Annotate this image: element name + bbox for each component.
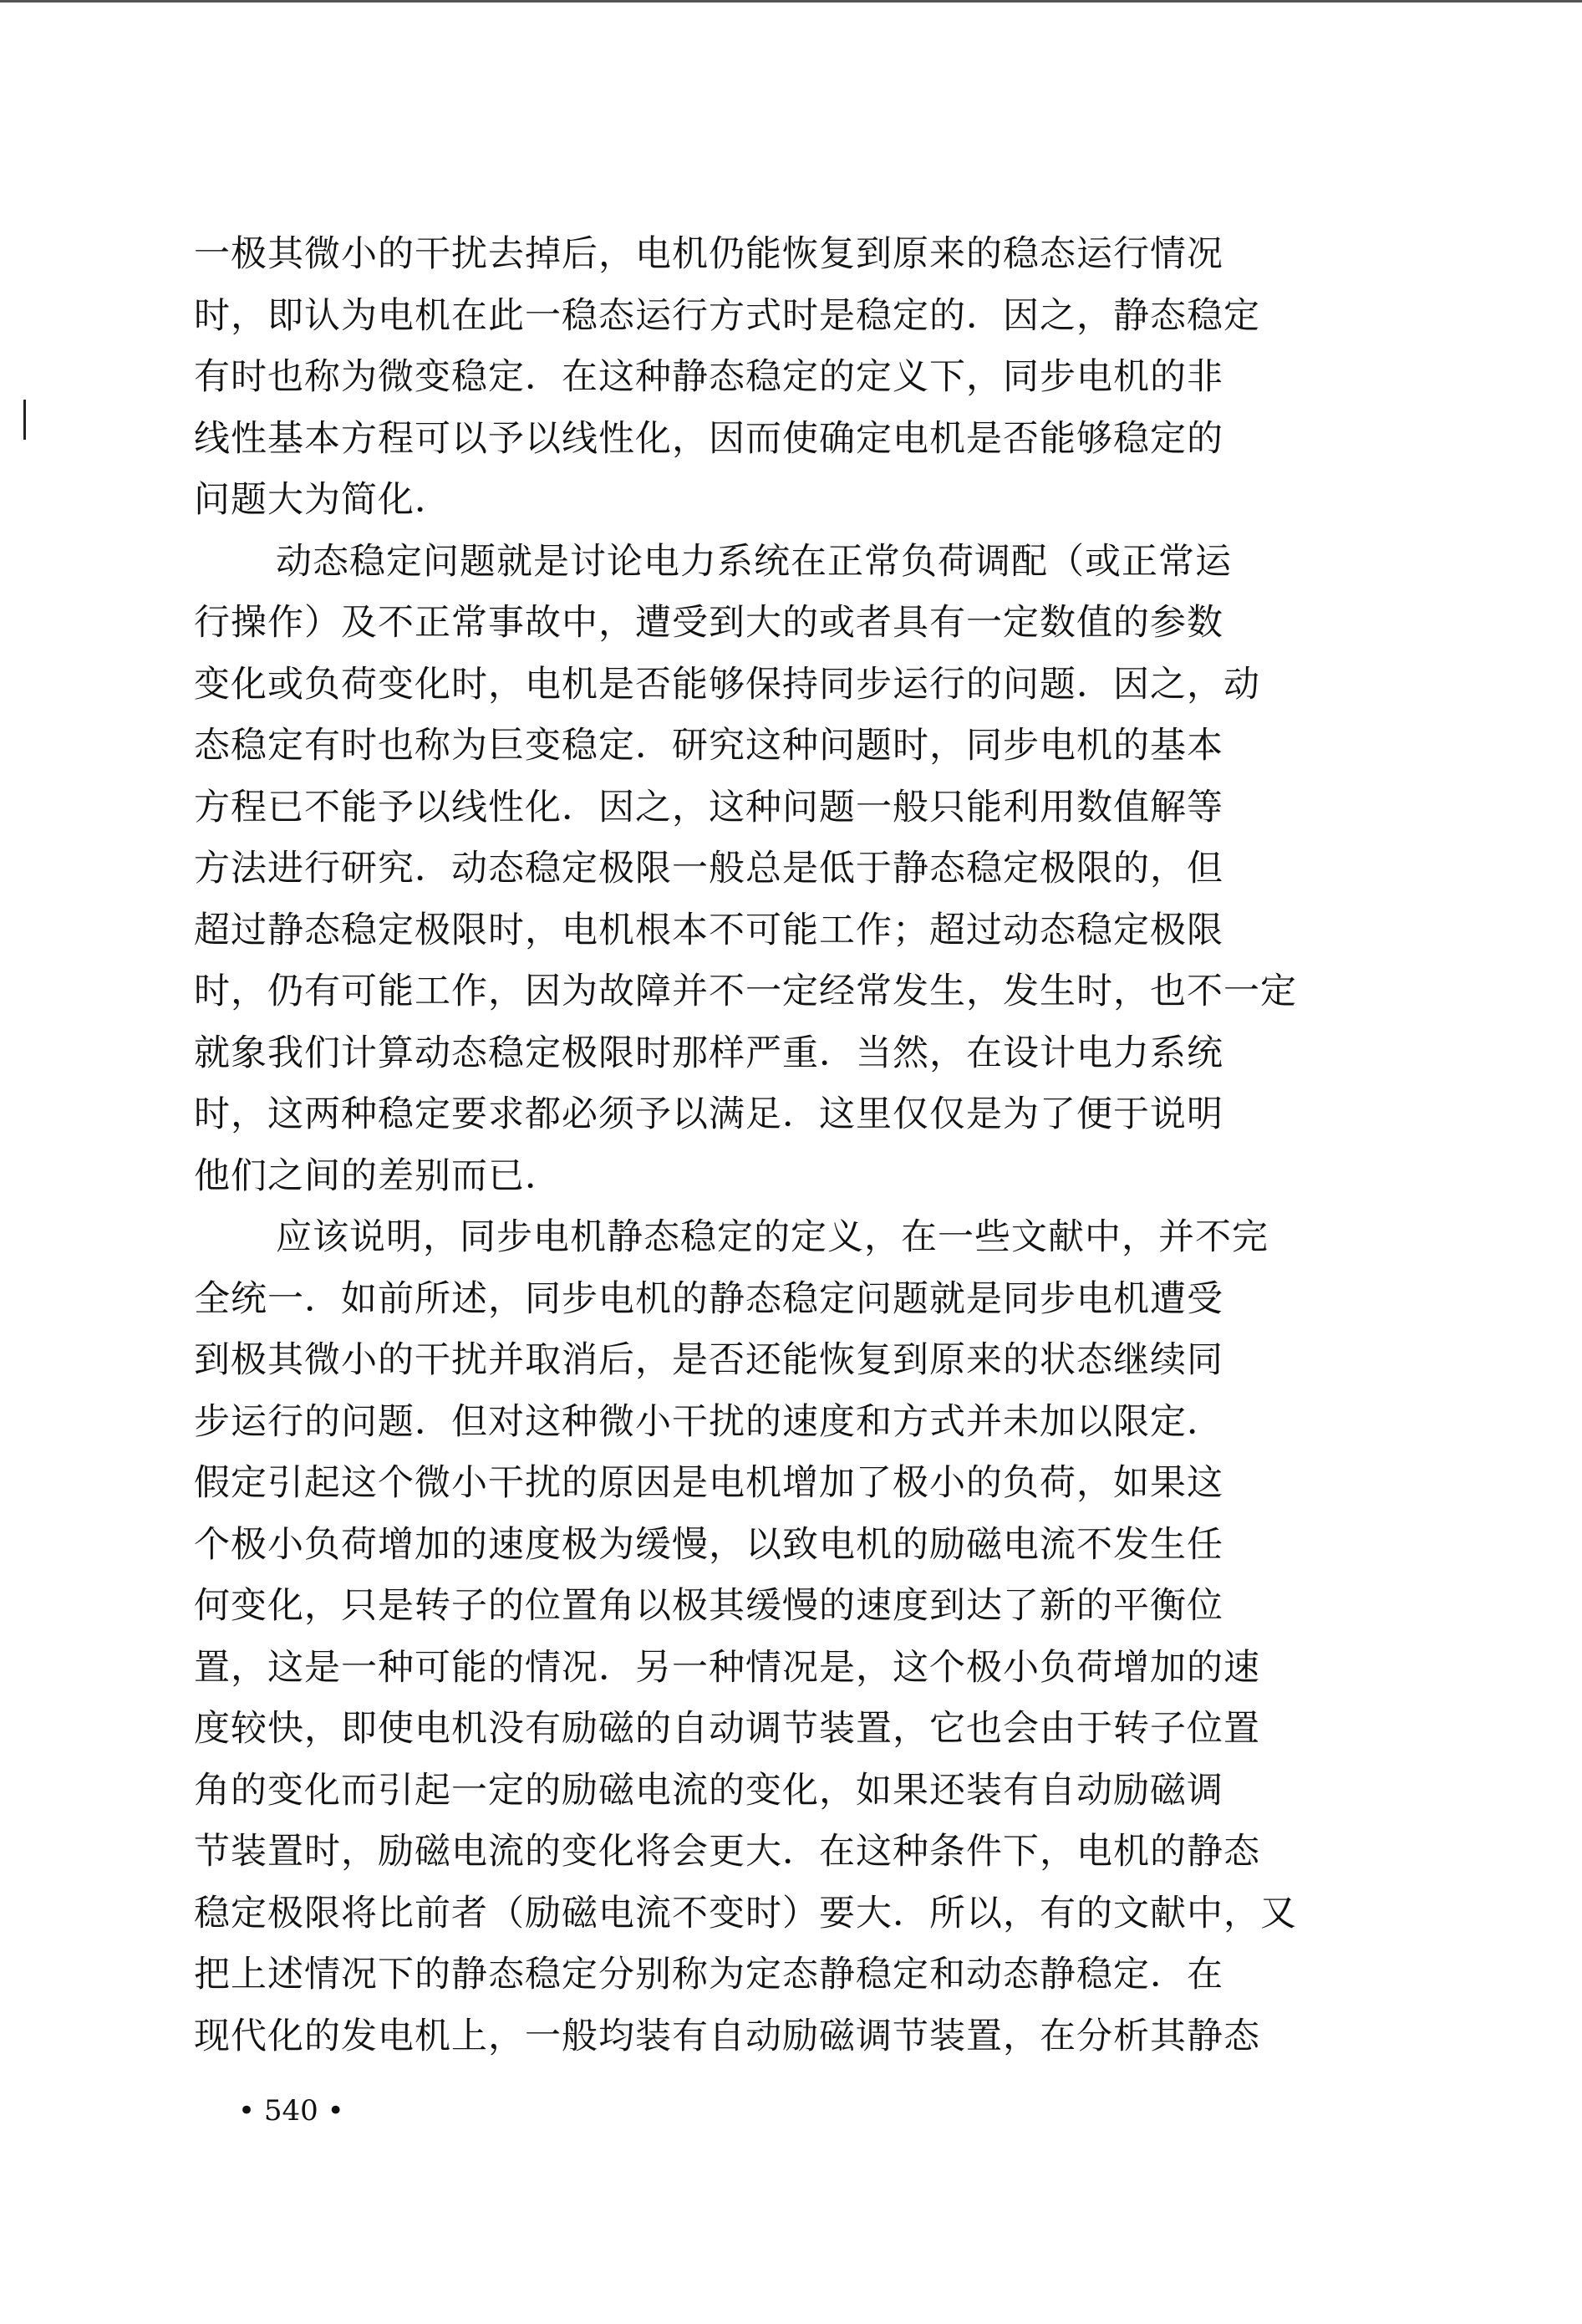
- text-line: 行操作）及不正常事故中，遭受到大的或者具有一定数值的参数: [194, 602, 1223, 644]
- text-line: 方法进行研究．动态稳定极限一般总是低于静态稳定极限的，但: [194, 848, 1223, 889]
- text-line: 时，仍有可能工作，因为故障并不一定经常发生，发生时，也不一定: [194, 971, 1297, 1012]
- text-line: 有时也称为微变稳定．在这种静态稳定的定义下，同步电机的非: [194, 356, 1223, 398]
- text-line: 把上述情况下的静态稳定分别称为定态静稳定和动态静稳定．在: [194, 1954, 1223, 1995]
- page-number: • 540 •: [238, 2094, 344, 2128]
- text-line: 他们之间的差别而已．: [194, 1154, 562, 1197]
- text-line: 置，这是一种可能的情况．另一种情况是，这个极小负荷增加的速: [194, 1646, 1260, 1689]
- text-line: 何变化，只是转子的位置角以极其缓慢的速度到达了新的平衡位: [194, 1585, 1223, 1627]
- text-line: 现代化的发电机上，一般均装有自动励磁调节装置，在分析其静态: [194, 2015, 1260, 2057]
- text-line: 假定引起这个微小干扰的原因是电机增加了极小的负荷，如果这: [194, 1462, 1223, 1504]
- text-line: 超过静态稳定极限时，电机根本不可能工作；超过动态稳定极限: [194, 909, 1223, 951]
- text-line: 全统一．如前所述，同步电机的静态稳定问题就是同步电机遭受: [194, 1277, 1223, 1320]
- text-line: 个极小负荷增加的速度极为缓慢，以致电机的励磁电流不发生任: [194, 1523, 1223, 1566]
- text-line: 时，即认为电机在此一稳态运行方式时是稳定的．因之，静态稳定: [194, 294, 1260, 337]
- text-line: 问题大为简化．: [194, 479, 451, 521]
- top-edge-rule: [0, 0, 1582, 3]
- text-line: 线性基本方程可以予以线性化，因而使确定电机是否能够稳定的: [194, 417, 1223, 460]
- margin-mark: [23, 400, 26, 440]
- paragraph-first-line: 动态稳定问题就是讨论电力系统在正常负荷调配（或正常运: [276, 540, 1232, 583]
- paragraph-first-line: 应该说明，同步电机静态稳定的定义，在一些文献中，并不完: [276, 1216, 1269, 1258]
- text-line: 态稳定有时也称为巨变稳定．研究这种问题时，同步电机的基本: [194, 725, 1223, 767]
- text-line: 度较快，即使电机没有励磁的自动调节装置，它也会由于转子位置: [194, 1708, 1260, 1750]
- text-line: 变化或负荷变化时，电机是否能够保持同步运行的问题．因之，动: [194, 663, 1260, 706]
- text-line: 稳定极限将比前者（励磁电流不变时）要大．所以，有的文献中，又: [194, 1892, 1297, 1934]
- text-line: 角的变化而引起一定的励磁电流的变化，如果还装有自动励磁调: [194, 1769, 1223, 1812]
- text-line: 节装置时，励磁电流的变化将会更大．在这种条件下，电机的静态: [194, 1831, 1260, 1873]
- text-line: 就象我们计算动态稳定极限时那样严重．当然，在设计电力系统: [194, 1032, 1223, 1074]
- text-line: 到极其微小的干扰并取消后，是否还能恢复到原来的状态继续同: [194, 1339, 1223, 1381]
- text-line: 步运行的问题．但对这种微小干扰的速度和方式并未加以限定．: [194, 1400, 1223, 1443]
- body-text: [194, 224, 1381, 2067]
- text-line: 一极其微小的干扰去掉后，电机仍能恢复到原来的稳态运行情况: [194, 233, 1223, 275]
- text-line: 方程已不能予以线性化．因之，这种问题一般只能利用数值解等: [194, 786, 1223, 828]
- text-line: 时，这两种稳定要求都必须予以满足．这里仅仅是为了便于说明: [194, 1093, 1223, 1135]
